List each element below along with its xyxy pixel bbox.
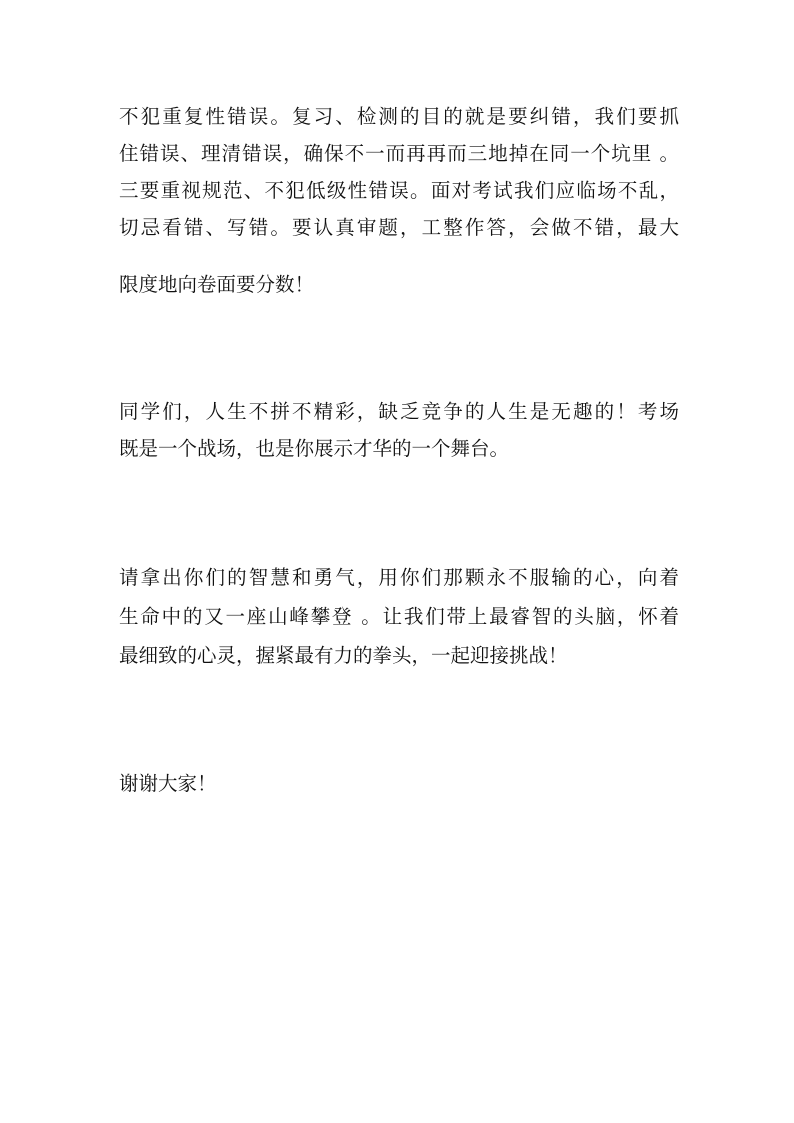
paragraph-3-line-1: 请拿出你们的智慧和勇气，用你们那颗永不服输的心，向着: [119, 566, 679, 589]
paragraph-3-line-3: 最细致的心灵，握紧最有力的拳头，一起迎接挑战！: [119, 644, 568, 667]
paragraph-3-line-2: 生命中的又一座山峰攀登 。让我们带上最睿智的头脑，怀着: [119, 605, 679, 628]
paragraph-2-line-1: 同学们，人生不拼不精彩，缺乏竞争的人生是无趣的！考场: [119, 400, 679, 423]
paragraph-1-line-1: 不犯重复性错误。复习、检测的目的就是要纠错，我们要抓: [119, 105, 679, 128]
paragraph-4-line-1: 谢谢大家！: [119, 772, 217, 795]
paragraph-1-line-3: 三要重视规范、不犯低级性错误。面对考试我们应临场不乱，: [119, 179, 679, 202]
paragraph-2-line-2: 既是一个战场，也是你展示才华的一个舞台。: [119, 437, 510, 460]
paragraph-1-line-2: 住错误、理清错误，确保不一而再再而三地掉在同一个坑里 。: [119, 142, 679, 165]
paragraph-1-line-4: 切忌看错、写错。要认真审题，工整作答，会做不错，最大: [119, 216, 679, 239]
paragraph-1-line-5: 限度地向卷面要分数！: [119, 273, 315, 296]
